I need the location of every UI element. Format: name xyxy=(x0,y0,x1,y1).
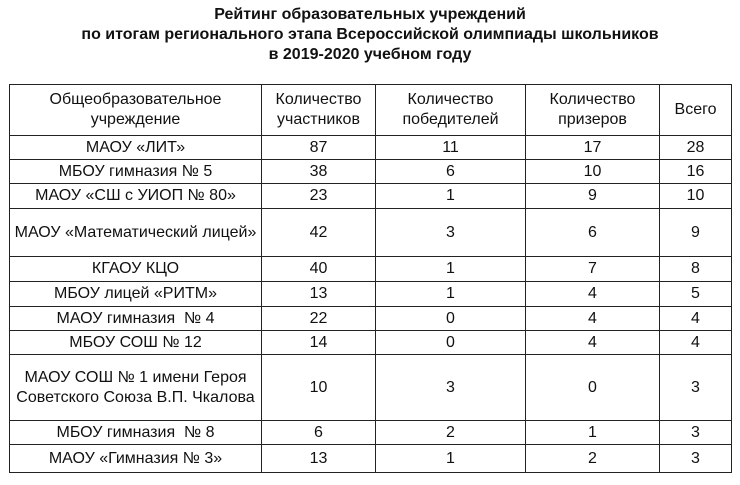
total-count: 3 xyxy=(660,445,732,473)
prizewinners-count: 4 xyxy=(526,282,660,307)
total-count: 10 xyxy=(660,184,732,209)
header-winners: Количество победителей xyxy=(376,85,526,136)
prizewinners-count: 17 xyxy=(526,136,660,160)
participants-count: 87 xyxy=(262,136,376,160)
table-row xyxy=(10,184,732,209)
table-row xyxy=(10,136,732,160)
participants-count: 22 xyxy=(262,307,376,331)
header-prizewinners: Количество призеров xyxy=(526,85,660,136)
table-row xyxy=(10,355,732,421)
total-count: 4 xyxy=(660,307,732,331)
header-institution: Общеобразовательное учреждение xyxy=(10,85,262,136)
table-row xyxy=(10,445,732,473)
table-row xyxy=(10,209,732,257)
total-count: 3 xyxy=(660,421,732,445)
institution-name: МБОУ лицей «РИТМ» xyxy=(10,282,262,307)
institution-name: МАОУ СОШ № 1 имени Героя Советского Союза В.П. Чкалова xyxy=(10,355,262,421)
title-line-1: Рейтинг образовательных учреждений xyxy=(214,6,526,23)
participants-count: 13 xyxy=(262,445,376,473)
total-count: 28 xyxy=(660,136,732,160)
total-count: 8 xyxy=(660,257,732,282)
table-row xyxy=(10,257,732,282)
winners-count: 11 xyxy=(376,136,526,160)
total-count: 4 xyxy=(660,331,732,355)
table-row xyxy=(10,307,732,331)
prizewinners-count: 0 xyxy=(526,355,660,421)
winners-count: 2 xyxy=(376,421,526,445)
winners-count: 1 xyxy=(376,445,526,473)
institution-name: МАОУ «ЛИТ» xyxy=(10,136,262,160)
total-count: 3 xyxy=(660,355,732,421)
prizewinners-count: 10 xyxy=(526,160,660,184)
table-row xyxy=(10,331,732,355)
document-title xyxy=(0,5,740,65)
winners-count: 0 xyxy=(376,331,526,355)
participants-count: 38 xyxy=(262,160,376,184)
rating-table xyxy=(9,84,732,473)
institution-name: МАОУ «СШ с УИОП № 80» xyxy=(10,184,262,209)
participants-count: 6 xyxy=(262,421,376,445)
prizewinners-count: 9 xyxy=(526,184,660,209)
participants-count: 10 xyxy=(262,355,376,421)
institution-name: МБОУ гимназия № 5 xyxy=(10,160,262,184)
winners-count: 1 xyxy=(376,257,526,282)
institution-name: МАОУ гимназия № 4 xyxy=(10,307,262,331)
institution-name: КГАОУ КЦО xyxy=(10,257,262,282)
participants-count: 42 xyxy=(262,209,376,257)
total-count: 16 xyxy=(660,160,732,184)
participants-count: 13 xyxy=(262,282,376,307)
table-row xyxy=(10,282,732,307)
title-line-3: в 2019-2020 учебном году xyxy=(268,46,472,63)
institution-name: МАОУ «Математический лицей» xyxy=(10,209,262,257)
table-row xyxy=(10,160,732,184)
header-participants: Количество участников xyxy=(262,85,376,136)
prizewinners-count: 7 xyxy=(526,257,660,282)
winners-count: 6 xyxy=(376,160,526,184)
institution-name: МАОУ «Гимназия № 3» xyxy=(10,445,262,473)
table-header-row xyxy=(10,85,732,136)
participants-count: 40 xyxy=(262,257,376,282)
participants-count: 14 xyxy=(262,331,376,355)
prizewinners-count: 2 xyxy=(526,445,660,473)
participants-count: 23 xyxy=(262,184,376,209)
total-count: 9 xyxy=(660,209,732,257)
winners-count: 3 xyxy=(376,355,526,421)
prizewinners-count: 4 xyxy=(526,331,660,355)
winners-count: 0 xyxy=(376,307,526,331)
prizewinners-count: 1 xyxy=(526,421,660,445)
prizewinners-count: 4 xyxy=(526,307,660,331)
winners-count: 1 xyxy=(376,184,526,209)
total-count: 5 xyxy=(660,282,732,307)
institution-name: МБОУ СОШ № 12 xyxy=(10,331,262,355)
winners-count: 1 xyxy=(376,282,526,307)
table-row xyxy=(10,421,732,445)
winners-count: 3 xyxy=(376,209,526,257)
institution-name: МБОУ гимназия № 8 xyxy=(10,421,262,445)
title-line-2: по итогам регионального этапа Всероссийской олимпиады школьников xyxy=(81,26,659,43)
prizewinners-count: 6 xyxy=(526,209,660,257)
header-total: Всего xyxy=(660,85,732,136)
